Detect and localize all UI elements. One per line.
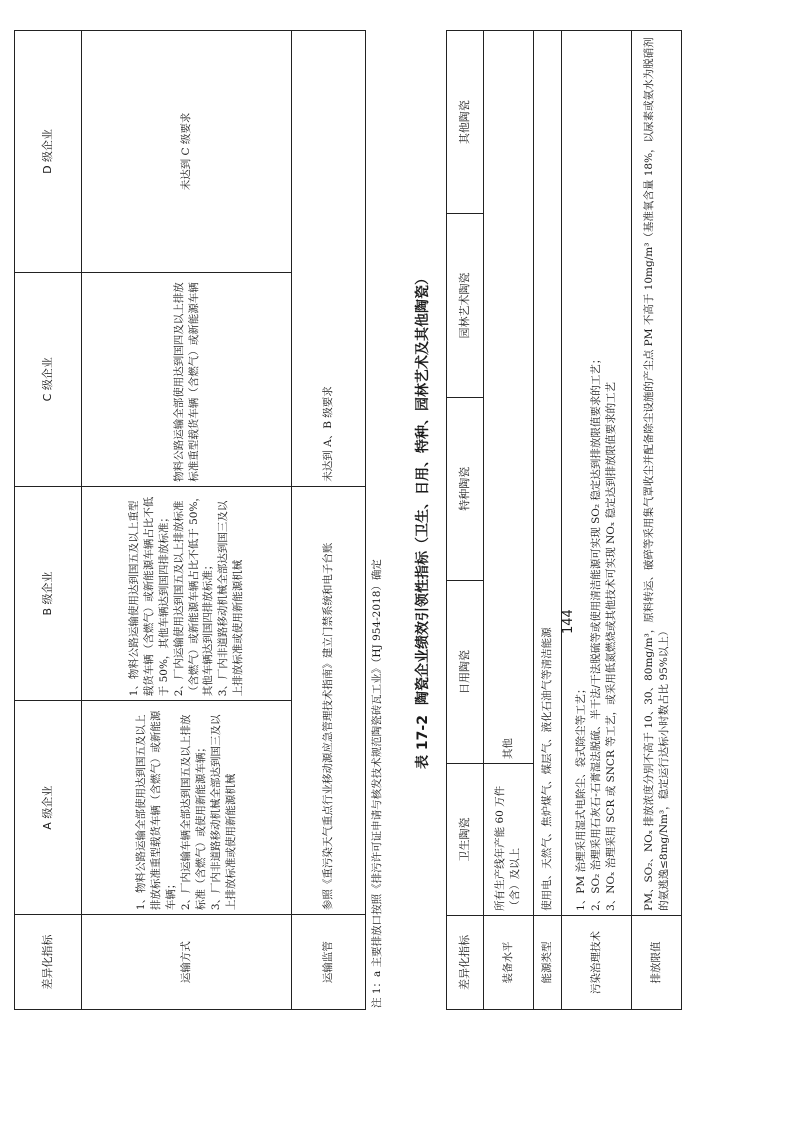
table-cell: 1、PM 治理采用湿式电除尘、袋式除尘等工艺； 2、SO₂ 治理采用石灰石-石膏湿法脱硫、半干法/干法脱硫等或使用清洁能源可实现 SO₂ 稳定达到排放限值要求的工艺； 3、NOₓ 治理采用 SCR 或 SNCR 等工艺，或采用低氮燃烧或其他技术可实现 NOₓ 稳定达到排放限值要求的工艺 <box>561 31 632 916</box>
row-label: 运输监管 <box>292 915 366 1010</box>
table-row <box>561 31 632 1010</box>
grade-criteria-table <box>14 30 366 1010</box>
table-cell: 参照《重污染天气重点行业移动源应急管理技术指南》建立门禁系统和电子台账 <box>292 486 366 914</box>
table-cell: 使用电、天然气、焦炉煤气、煤层气、液化石油气等清洁能源 <box>533 31 561 916</box>
column-header: D 级企业 <box>15 31 82 273</box>
column-header: C 级企业 <box>15 272 82 486</box>
table-row <box>632 31 682 1010</box>
table-title: 陶瓷企业绩效引领性指标（卫生、日用、特种、园林艺术及其他陶瓷） <box>415 271 431 706</box>
column-header: 差异化指标 <box>447 915 484 1009</box>
column-header: 特种陶瓷 <box>447 397 484 580</box>
table-cell: 其他 <box>484 31 534 764</box>
table-cell: PM、SO₂、NOₓ 排放浓度分别不高于 10、30、80mg/m³，原料转运、破碎等采用集气罩收尘并配备除尘设施的产尘点 PM 不高于 10mg/m³（基准氧含量 18%，以尿素或氨水为脱硝剂的氨逃逸≤8mg/Nm³，稳定运行达标小时数占比 95%以上） <box>632 31 682 916</box>
table-cell: 1、物料公路运输全部使用达到国五及以上排放标准重型载货车辆（含燃气）或新能源车辆； 2、厂内运输车辆全部达到国五及以上排放标准（含燃气）或使用新能源车辆； 3、厂内非道路移动机械全部达到国三及以上排放标准或使用新能源机械 <box>82 701 292 915</box>
table-number: 表 17-2 <box>415 715 431 769</box>
row-label: 装备水平 <box>484 915 534 1009</box>
table-cell: 未达到 A、B 级要求 <box>292 31 366 487</box>
performance-indicator-table <box>446 30 682 1010</box>
table-cell: 所有生产线年产能 60 万件（含）及以上 <box>484 764 534 916</box>
row-label: 排放限值 <box>632 915 682 1009</box>
column-header: 园林艺术陶瓷 <box>447 214 484 397</box>
row-label: 污染治理技术 <box>561 915 632 1009</box>
table-header-row <box>447 31 484 1010</box>
table-caption <box>414 0 434 1030</box>
table-cell: 物料公路运输全部使用达到国四及以上排放标准重型载货车辆（含燃气）或新能源车辆 <box>82 272 292 486</box>
column-header: 日用陶瓷 <box>447 580 484 763</box>
table-header-row <box>15 31 82 1010</box>
page-number: 144 <box>561 609 576 634</box>
row-label: 运输方式 <box>82 915 292 1010</box>
table-row <box>292 31 366 1010</box>
column-header: B 级企业 <box>15 486 82 701</box>
column-header: 卫生陶瓷 <box>447 764 484 916</box>
column-header: A 级企业 <box>15 701 82 915</box>
row-label: 能源类型 <box>533 915 561 1009</box>
column-header: 其他陶瓷 <box>447 31 484 214</box>
column-header: 差异化指标 <box>15 915 82 1010</box>
table-row <box>484 31 534 1010</box>
table-cell: 1、物料公路运输使用达到国五及以上重型载货车辆（含燃气）或新能源车辆占比不低于 50%，其他车辆达到国四排放标准； 2、厂内运输使用达到国五及以上排放标准（含燃气）或新能源车辆占比不低于 50%，其他车辆达到国四排放标准； 3、厂内非道路移动机械全部达到国三及以上排放标准或使用新能源机械 <box>82 486 292 701</box>
table-footnote: 注 1：a 主要排放口按照《排污许可证申请与核发技术规范陶瓷砖瓦工业》（HJ 954-2018）确定 <box>371 559 383 1008</box>
table-row <box>533 31 561 1010</box>
table-cell: 未达到 C 级要求 <box>82 31 292 273</box>
table-row <box>82 31 292 1010</box>
